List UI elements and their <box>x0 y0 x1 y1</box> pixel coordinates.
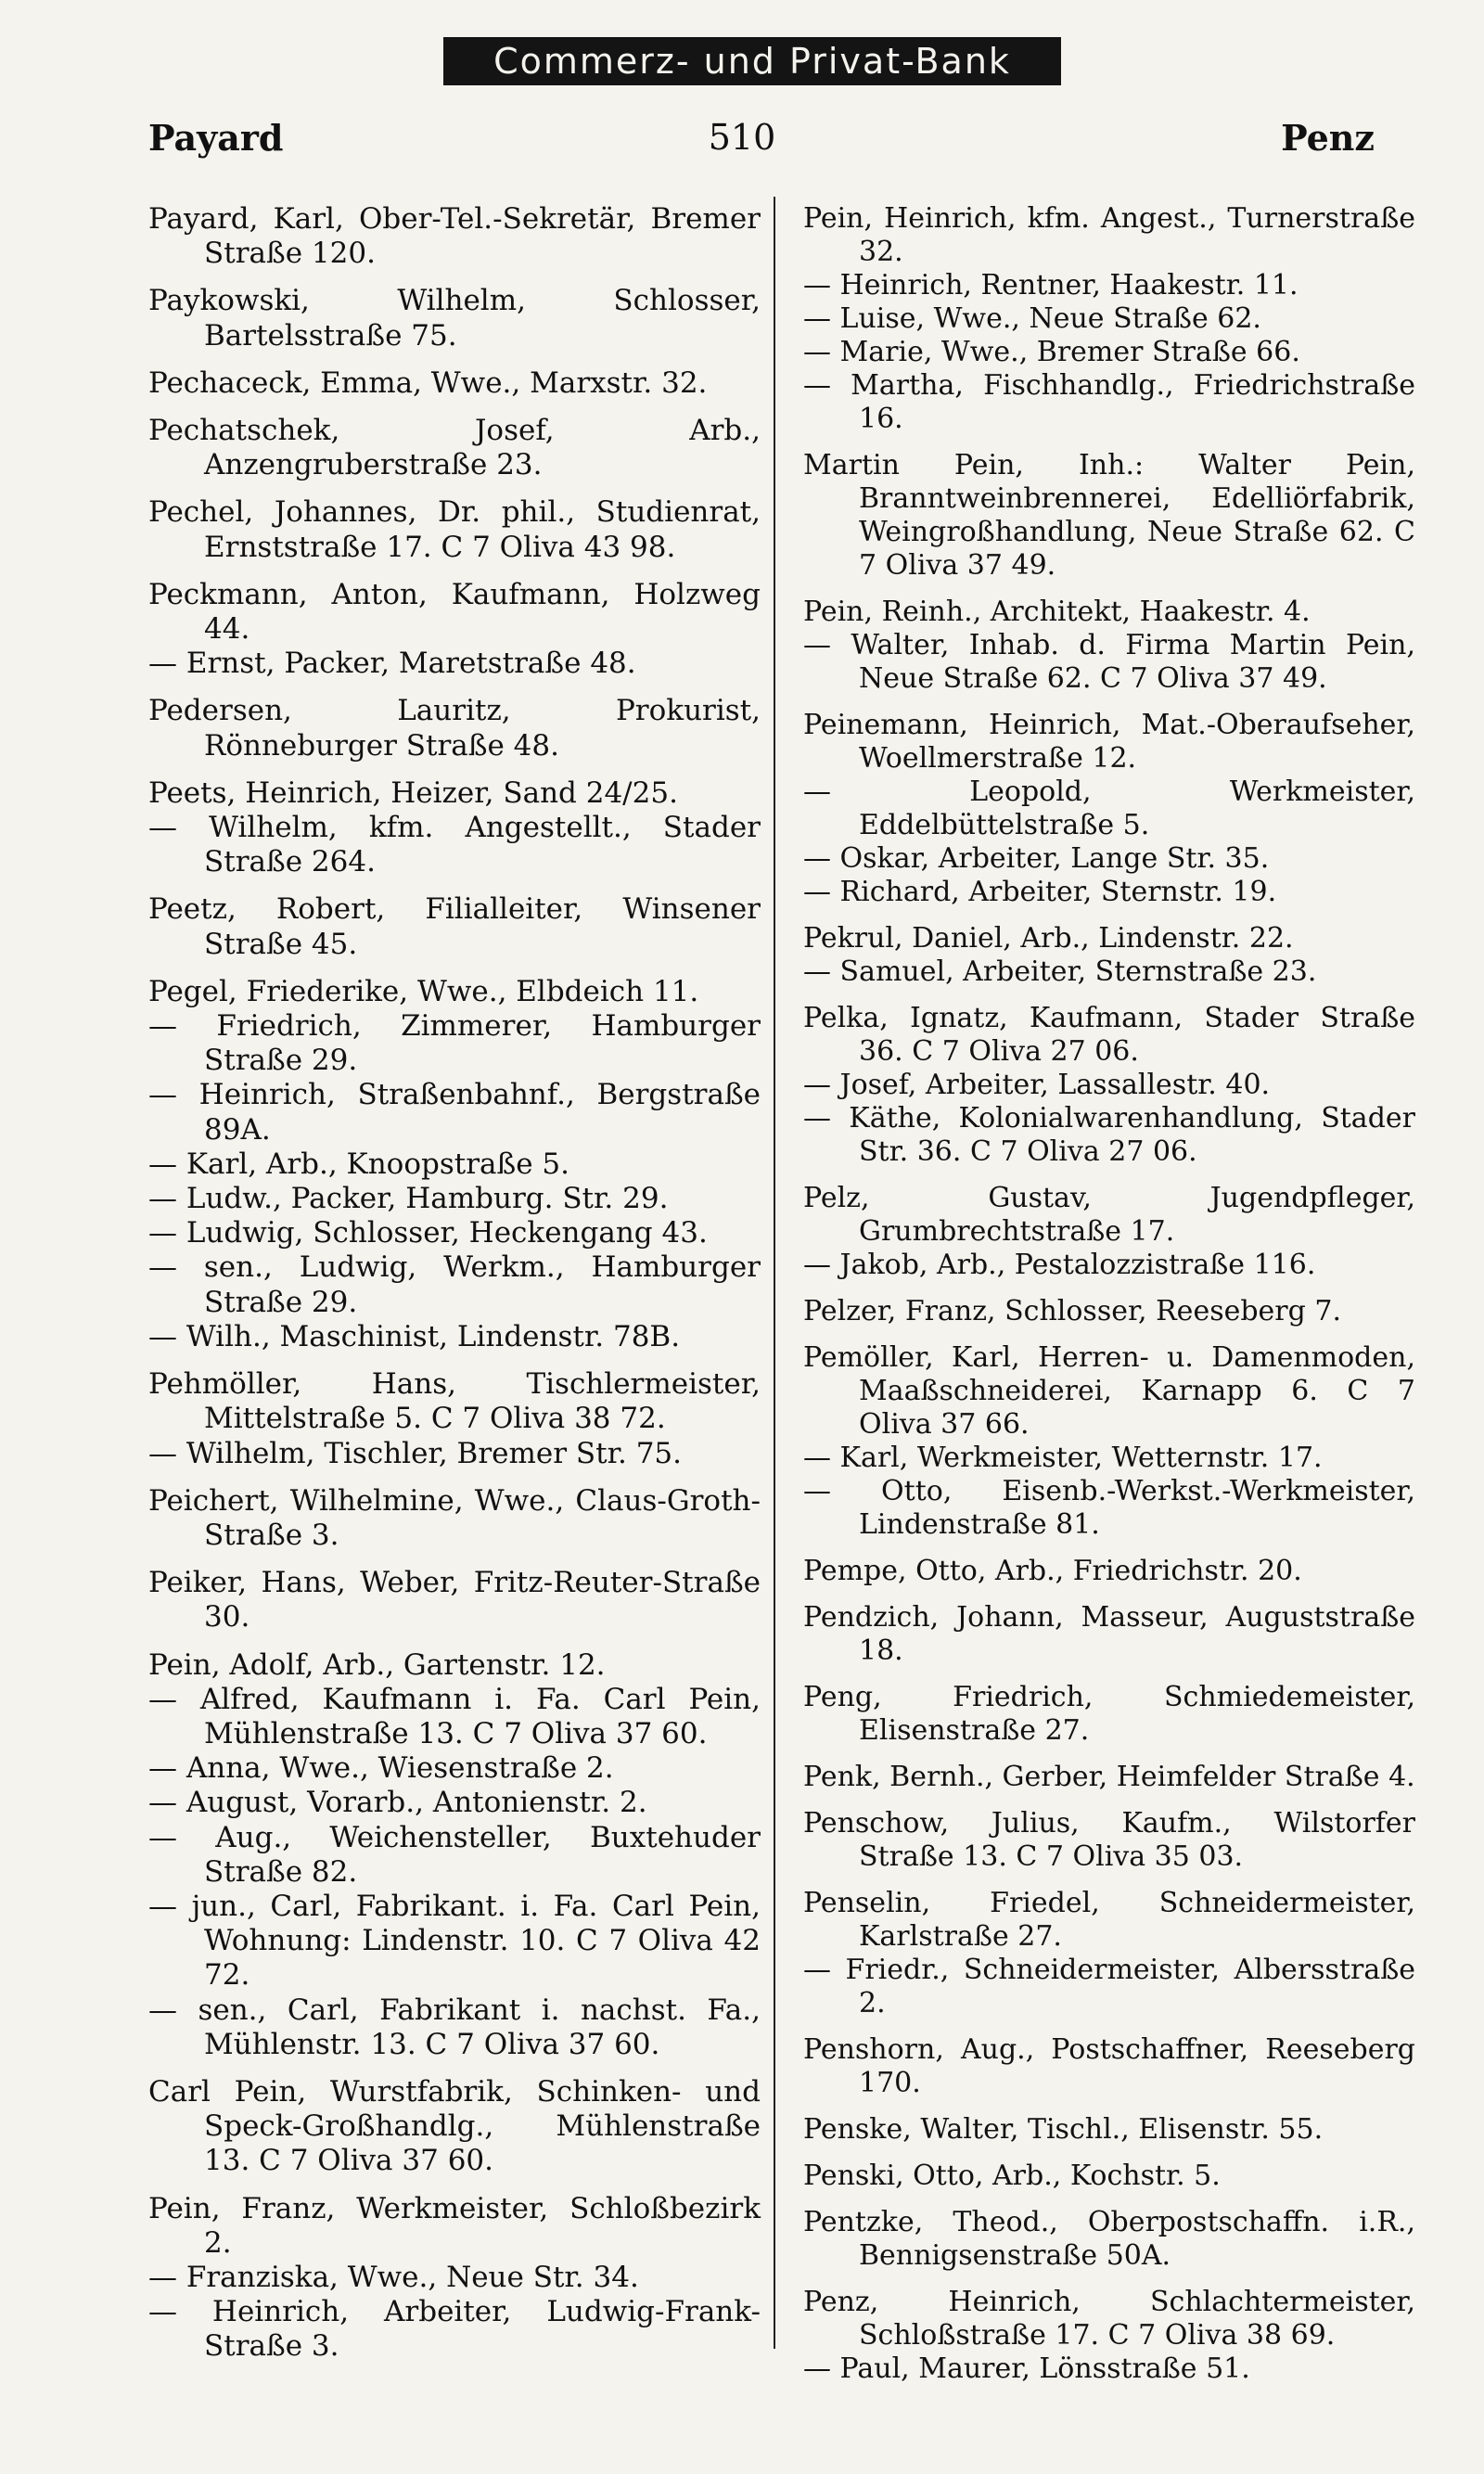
directory-entry: Pein, Adolf, Arb., Gartenstr. 12. <box>148 1647 606 1682</box>
directory-entry: — Luise, Wwe., Neue Straße 62. <box>803 302 1261 335</box>
directory-entry: — Martha, Fischhandlg., Friedrichstraße 16. <box>803 369 1415 435</box>
directory-entry: Peets, Heinrich, Heizer, Sand 24/25. <box>148 776 678 810</box>
directory-entry: — Jakob, Arb., Pestalozzistraße 116. <box>803 1249 1316 1281</box>
directory-entry: Peichert, Wilhelmine, Wwe., Claus-Groth-Straße 3. <box>148 1483 761 1552</box>
directory-entry: — Anna, Wwe., Wiesenstraße 2. <box>148 1751 614 1786</box>
directory-entry: Penz, Heinrich, Schlachtermeister, Schloßstraße 17. C 7 Oliva 38 69. <box>803 2286 1415 2352</box>
directory-entry: — Walter, Inhab. d. Firma Martin Pein, Neue Straße 62. C 7 Oliva 37 49. <box>803 629 1415 695</box>
directory-entry: Pempe, Otto, Arb., Friedrichstr. 20. <box>803 1555 1302 1587</box>
directory-entry: — August, Vorarb., Antonienstr. 2. <box>148 1786 647 1820</box>
directory-entry: — sen., Carl, Fabrikant i. nachst. Fa., Mühlenstr. 13. C 7 Oliva 37 60. <box>148 1993 761 2061</box>
directory-entry: Pechel, Johannes, Dr. phil., Studienrat, Ernststraße 17. C 7 Oliva 43 98. <box>148 495 761 564</box>
directory-entry: Peng, Friedrich, Schmiedemeister, Elisenstraße 27. <box>803 1681 1415 1747</box>
directory-entry: Pemöller, Karl, Herren- u. Damenmoden, Maaßschneiderei, Karnapp 6. C 7 Oliva 37 66. <box>803 1341 1415 1441</box>
directory-entry: Pein, Heinrich, kfm. Angest., Turnerstraße 32. <box>803 202 1415 268</box>
directory-entry: — Richard, Arbeiter, Sternstr. 19. <box>803 876 1277 908</box>
column-divider <box>774 197 775 2349</box>
running-head-first-entry: Payard <box>148 117 284 159</box>
directory-entry: — Otto, Eisenb.-Werkst.-Werkmeister, Lindenstraße 81. <box>803 1475 1415 1541</box>
directory-entry: — Heinrich, Straßenbahnf., Bergstraße 89A. <box>148 1078 761 1147</box>
directory-entry: Penske, Walter, Tischl., Elisenstr. 55. <box>803 2113 1324 2146</box>
directory-entry: Payard, Karl, Ober-Tel.-Sekretär, Bremer Straße 120. <box>148 202 761 271</box>
directory-entry: Pehmöller, Hans, Tischlermeister, Mittelstraße 5. C 7 Oliva 38 72. <box>148 1367 761 1436</box>
directory-entry: — Wilh., Maschinist, Lindenstr. 78B. <box>148 1319 681 1353</box>
left-column <box>148 202 761 2365</box>
directory-entry: Pelka, Ignatz, Kaufmann, Stader Straße 36. C 7 Oliva 27 06. <box>803 1002 1415 1068</box>
directory-entry: Pentzke, Theod., Oberpostschaffn. i.R., Bennigsenstraße 50A. <box>803 2206 1415 2272</box>
right-column <box>803 202 1415 2386</box>
directory-entry: Penschow, Julius, Kaufm., Wilstorfer Straße 13. C 7 Oliva 35 03. <box>803 1807 1415 1873</box>
directory-entry: Pekrul, Daniel, Arb., Lindenstr. 22. <box>803 922 1294 955</box>
directory-entry: Penk, Bernh., Gerber, Heimfelder Straße 4. <box>803 1761 1415 1793</box>
directory-entry: Pein, Franz, Werkmeister, Schloßbezirk 2. <box>148 2191 761 2260</box>
directory-entry: Peckmann, Anton, Kaufmann, Holzweg 44. <box>148 577 761 647</box>
directory-entry: — Franziska, Wwe., Neue Str. 34. <box>148 2260 639 2294</box>
directory-entry: Pedersen, Lauritz, Prokurist, Rönneburger Straße 48. <box>148 694 761 763</box>
directory-entry: Pein, Reinh., Architekt, Haakestr. 4. <box>803 596 1311 628</box>
directory-entry: — Ernst, Packer, Maretstraße 48. <box>148 647 636 681</box>
bank-advertisement-banner: Commerz- und Privat-Bank <box>443 37 1061 85</box>
directory-entry: — Heinrich, Rentner, Haakestr. 11. <box>803 269 1298 301</box>
directory-entry: Pelzer, Franz, Schlosser, Reeseberg 7. <box>803 1295 1342 1327</box>
directory-entry: — Ludw., Packer, Hamburg. Str. 29. <box>148 1182 669 1216</box>
directory-entry: Pechatschek, Josef, Arb., Anzengruberstraße 23. <box>148 414 761 482</box>
directory-entry: — Friedr., Schneidermeister, Albersstraße 2. <box>803 1954 1415 2019</box>
directory-entry: Pelz, Gustav, Jugendpfleger, Grumbrechtstraße 17. <box>803 1182 1415 1248</box>
directory-entry: — Wilhelm, kfm. Angestellt., Stader Straße 264. <box>148 811 761 879</box>
directory-entry: — Käthe, Kolonialwarenhandlung, Stader Str. 36. C 7 Oliva 27 06. <box>803 1102 1415 1168</box>
directory-entry: — Karl, Werkmeister, Wetternstr. 17. <box>803 1442 1323 1474</box>
directory-entry: — Alfred, Kaufmann i. Fa. Carl Pein, Mühlenstraße 13. C 7 Oliva 37 60. <box>148 1682 761 1750</box>
directory-entry: Martin Pein, Inh.: Walter Pein, Branntweinbrennerei, Edelliörfabrik, Weingroßhandlung, Neue Straße 62. C 7 Oliva 37 49. <box>803 449 1415 582</box>
directory-entry: — Ludwig, Schlosser, Heckengang 43. <box>148 1216 708 1250</box>
directory-entry: — Heinrich, Arbeiter, Ludwig-Frank-Straße 3. <box>148 2295 761 2364</box>
directory-entry: — Paul, Maurer, Lönsstraße 51. <box>803 2352 1250 2385</box>
directory-entry: — Leopold, Werkmeister, Eddelbüttelstraße 5. <box>803 776 1415 841</box>
directory-entry: Paykowski, Wilhelm, Schlosser, Bartelsstraße 75. <box>148 284 761 353</box>
directory-entry: Peinemann, Heinrich, Mat.-Oberaufseher, Woellmerstraße 12. <box>803 709 1415 775</box>
directory-entry: — Samuel, Arbeiter, Sternstraße 23. <box>803 955 1317 988</box>
directory-entry: Pendzich, Johann, Masseur, Auguststraße 18. <box>803 1601 1415 1667</box>
directory-entry: Penselin, Friedel, Schneidermeister, Karlstraße 27. <box>803 1887 1415 1953</box>
directory-entry: Carl Pein, Wurstfabrik, Schinken- und Speck-Großhandlg., Mühlenstraße 13. C 7 Oliva 37 60. <box>148 2074 761 2178</box>
directory-entry: Penshorn, Aug., Postschaffner, Reeseberg 170. <box>803 2033 1415 2099</box>
directory-entry: — Aug., Weichensteller, Buxtehuder Straße 82. <box>148 1820 761 1889</box>
directory-entry: Peetz, Robert, Filialleiter, Winsener Straße 45. <box>148 892 761 961</box>
directory-entry: — Karl, Arb., Knoopstraße 5. <box>148 1147 569 1181</box>
directory-entry: Pechaceck, Emma, Wwe., Marxstr. 32. <box>148 365 708 400</box>
directory-entry: — sen., Ludwig, Werkm., Hamburger Straße 29. <box>148 1250 761 1319</box>
directory-entry: — Oskar, Arbeiter, Lange Str. 35. <box>803 842 1270 875</box>
directory-entry: — Marie, Wwe., Bremer Straße 66. <box>803 336 1300 368</box>
directory-entry: Penski, Otto, Arb., Kochstr. 5. <box>803 2160 1221 2192</box>
page-number: 510 <box>708 117 776 158</box>
directory-entry: — Josef, Arbeiter, Lassallestr. 40. <box>803 1069 1271 1101</box>
directory-entry: Pegel, Friederike, Wwe., Elbdeich 11. <box>148 974 699 1008</box>
directory-entry: — Friedrich, Zimmerer, Hamburger Straße 29. <box>148 1009 761 1078</box>
running-head-last-entry: Penz <box>1281 117 1375 159</box>
directory-entry: — jun., Carl, Fabrikant. i. Fa. Carl Pein, Wohnung: Lindenstr. 10. C 7 Oliva 42 72. <box>148 1889 761 1993</box>
directory-entry: — Wilhelm, Tischler, Bremer Str. 75. <box>148 1436 683 1470</box>
directory-entry: Peiker, Hans, Weber, Fritz-Reuter-Straße 30. <box>148 1566 761 1634</box>
